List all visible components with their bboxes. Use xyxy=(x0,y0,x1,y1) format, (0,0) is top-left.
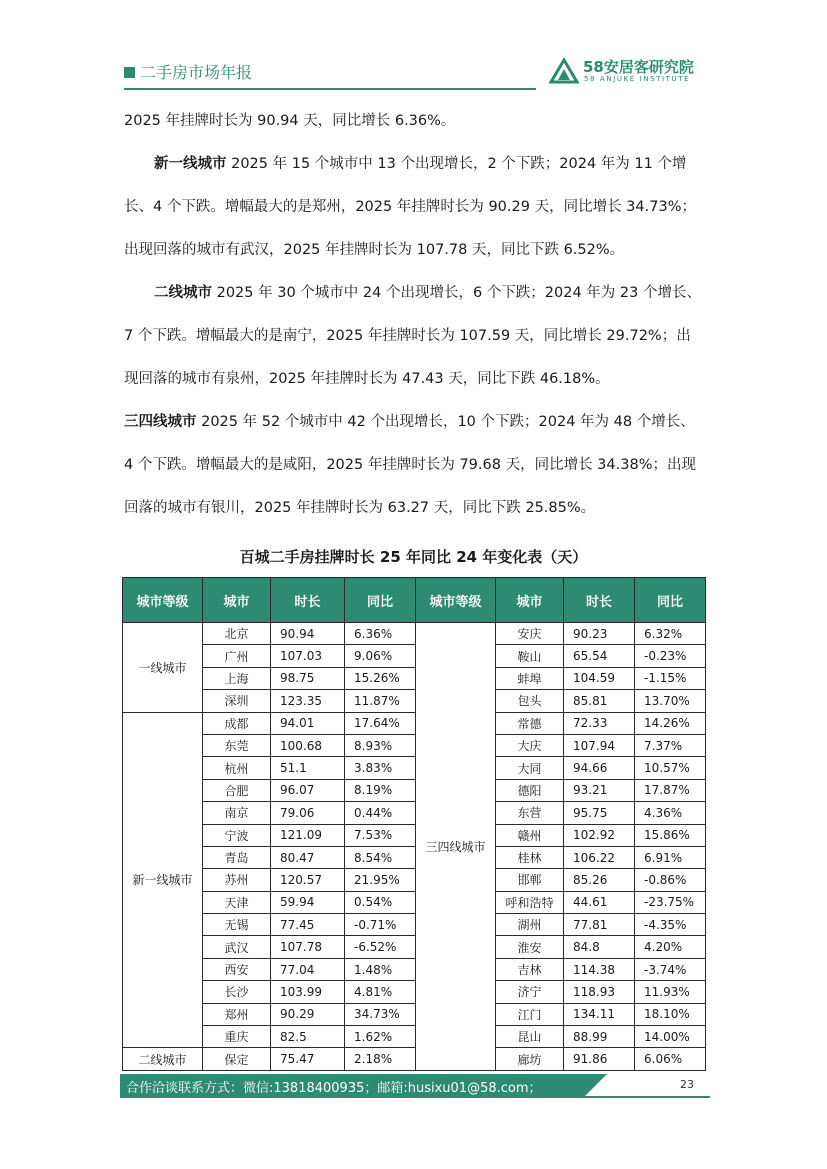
header-cell: 时长 xyxy=(271,578,345,623)
yoy-cell: 17.64% xyxy=(345,712,416,734)
listing-duration-table xyxy=(122,577,706,1071)
yoy-cell: -0.71% xyxy=(345,914,416,936)
city-cell: 南京 xyxy=(203,802,271,824)
header-cell: 同比 xyxy=(345,578,416,623)
yoy-cell: 13.70% xyxy=(635,690,706,712)
footer-rule xyxy=(120,1096,710,1098)
duration-cell: 79.06 xyxy=(271,802,345,824)
yoy-cell: 17.87% xyxy=(635,779,706,801)
duration-cell: 95.75 xyxy=(564,802,635,824)
duration-cell: 80.47 xyxy=(271,846,345,868)
paragraph-third-fourth-tier xyxy=(124,401,706,530)
yoy-cell: 4.36% xyxy=(635,802,706,824)
duration-cell: 72.33 xyxy=(564,712,635,734)
header-cell: 城市等级 xyxy=(416,578,496,623)
text-line xyxy=(124,143,706,186)
yoy-cell: -6.52% xyxy=(345,936,416,958)
table-row xyxy=(123,1003,706,1025)
yoy-cell: 6.36% xyxy=(345,623,416,645)
duration-cell: 94.66 xyxy=(564,757,635,779)
yoy-cell: 9.06% xyxy=(345,645,416,667)
duration-cell: 94.01 xyxy=(271,712,345,734)
city-cell: 江门 xyxy=(496,1003,564,1025)
duration-cell: 82.5 xyxy=(271,1026,345,1048)
city-cell: 常德 xyxy=(496,712,564,734)
duration-cell: 77.04 xyxy=(271,958,345,980)
text-line xyxy=(124,272,706,315)
city-cell: 鞍山 xyxy=(496,645,564,667)
city-cell: 东营 xyxy=(496,802,564,824)
city-cell: 重庆 xyxy=(203,1026,271,1048)
city-cell: 天津 xyxy=(203,891,271,913)
paragraph-first-tier-summary xyxy=(124,100,706,143)
yoy-cell: 14.00% xyxy=(635,1026,706,1048)
duration-cell: 121.09 xyxy=(271,824,345,846)
duration-cell: 120.57 xyxy=(271,869,345,891)
city-cell: 郑州 xyxy=(203,1003,271,1025)
yoy-cell: 0.44% xyxy=(345,802,416,824)
yoy-cell: -0.86% xyxy=(635,869,706,891)
duration-cell: 107.03 xyxy=(271,645,345,667)
table-row xyxy=(123,958,706,980)
city-cell: 昆山 xyxy=(496,1026,564,1048)
table-row xyxy=(123,623,706,645)
tier-cell: 新一线城市 xyxy=(123,712,203,1048)
table-row xyxy=(123,757,706,779)
city-cell: 呼和浩特 xyxy=(496,891,564,913)
table-row xyxy=(123,690,706,712)
city-cell: 武汉 xyxy=(203,936,271,958)
duration-cell: 102.92 xyxy=(564,824,635,846)
city-cell: 广州 xyxy=(203,645,271,667)
yoy-cell: -23.75% xyxy=(635,891,706,913)
footer-band-tip xyxy=(585,1074,607,1096)
text-line xyxy=(124,401,706,444)
duration-cell: 90.23 xyxy=(564,623,635,645)
duration-cell: 104.59 xyxy=(564,667,635,689)
city-cell: 宁波 xyxy=(203,824,271,846)
duration-cell: 98.75 xyxy=(271,667,345,689)
yoy-cell: 2.18% xyxy=(345,1048,416,1070)
yoy-cell: -0.23% xyxy=(635,645,706,667)
city-cell: 邯郸 xyxy=(496,869,564,891)
city-cell: 济宁 xyxy=(496,981,564,1003)
paragraph-heading: 三四线城市 xyxy=(124,414,197,430)
yoy-cell: 11.93% xyxy=(635,981,706,1003)
table-row xyxy=(123,981,706,1003)
header-square-marker xyxy=(124,67,135,78)
duration-cell: 84.8 xyxy=(564,936,635,958)
header-title: 二手房市场年报 xyxy=(140,63,253,82)
duration-cell: 51.1 xyxy=(271,757,345,779)
yoy-cell: 1.48% xyxy=(345,958,416,980)
yoy-cell: 18.10% xyxy=(635,1003,706,1025)
city-cell: 长沙 xyxy=(203,981,271,1003)
city-cell: 北京 xyxy=(203,623,271,645)
city-cell: 保定 xyxy=(203,1048,271,1070)
duration-cell: 85.26 xyxy=(564,869,635,891)
table-body xyxy=(123,623,706,1071)
table-row xyxy=(123,667,706,689)
yoy-cell: 1.62% xyxy=(345,1026,416,1048)
city-cell: 成都 xyxy=(203,712,271,734)
duration-cell: 107.94 xyxy=(564,734,635,756)
duration-cell: 77.81 xyxy=(564,914,635,936)
paragraph-second-tier xyxy=(124,272,706,401)
yoy-cell: 7.37% xyxy=(635,734,706,756)
city-cell: 青岛 xyxy=(203,846,271,868)
duration-cell: 106.22 xyxy=(564,846,635,868)
yoy-cell: 4.20% xyxy=(635,936,706,958)
yoy-cell: -1.15% xyxy=(635,667,706,689)
duration-cell: 107.78 xyxy=(271,936,345,958)
duration-cell: 44.61 xyxy=(564,891,635,913)
duration-cell: 90.29 xyxy=(271,1003,345,1025)
duration-cell: 91.86 xyxy=(564,1048,635,1070)
table-row xyxy=(123,824,706,846)
text-line: 现回落的城市有泉州，2025 年挂牌时长为 47.43 天，同比下跌 46.18%。 xyxy=(124,371,610,387)
city-cell: 杭州 xyxy=(203,757,271,779)
duration-cell: 88.99 xyxy=(564,1026,635,1048)
header-cell: 城市 xyxy=(496,578,564,623)
duration-cell: 100.68 xyxy=(271,734,345,756)
paragraph-new-first-tier xyxy=(124,143,706,272)
yoy-cell: 6.32% xyxy=(635,623,706,645)
page-number: 23 xyxy=(680,1078,694,1091)
table-row xyxy=(123,914,706,936)
table-row xyxy=(123,1048,706,1070)
yoy-cell: 8.19% xyxy=(345,779,416,801)
header-cell: 同比 xyxy=(635,578,706,623)
logo-house-icon xyxy=(549,58,579,84)
text-span: 2025 年 15 个城市中 13 个出现增长，2 个下跌；2024 年为 11 个增 xyxy=(226,156,687,172)
yoy-cell: 7.53% xyxy=(345,824,416,846)
duration-cell: 59.94 xyxy=(271,891,345,913)
city-cell: 安庆 xyxy=(496,623,564,645)
city-cell: 合肥 xyxy=(203,779,271,801)
city-cell: 苏州 xyxy=(203,869,271,891)
table-row xyxy=(123,869,706,891)
logo-sub-text: 58 ANJUKE INSTITUTE xyxy=(584,75,691,83)
yoy-cell: 10.57% xyxy=(635,757,706,779)
city-cell: 上海 xyxy=(203,667,271,689)
duration-cell: 93.21 xyxy=(564,779,635,801)
yoy-cell: 6.06% xyxy=(635,1048,706,1070)
yoy-cell: 6.91% xyxy=(635,846,706,868)
yoy-cell: -4.35% xyxy=(635,914,706,936)
city-cell: 大庆 xyxy=(496,734,564,756)
yoy-cell: 15.26% xyxy=(345,667,416,689)
yoy-cell: 21.95% xyxy=(345,869,416,891)
text-line: 7 个下跌。增幅最大的是南宁，2025 年挂牌时长为 107.59 天，同比增长 29.72%；出 xyxy=(124,328,691,344)
text-span: 2025 年 30 个城市中 24 个出现增长，6 个下跌；2024 年为 23 个增长、 xyxy=(212,285,701,301)
logo-main-text: 58安居客研究院 xyxy=(583,58,694,76)
header-rule xyxy=(124,88,536,90)
duration-cell: 103.99 xyxy=(271,981,345,1003)
yoy-cell: 8.54% xyxy=(345,846,416,868)
city-cell: 赣州 xyxy=(496,824,564,846)
duration-cell: 114.38 xyxy=(564,958,635,980)
yoy-cell: 4.81% xyxy=(345,981,416,1003)
city-cell: 淮安 xyxy=(496,936,564,958)
duration-cell: 65.54 xyxy=(564,645,635,667)
logo xyxy=(549,54,709,94)
yoy-cell: 34.73% xyxy=(345,1003,416,1025)
text-span: 2025 年 52 个城市中 42 个出现增长，10 个下跌；2024 年为 48 个增长、 xyxy=(196,414,695,430)
header-cell: 城市等级 xyxy=(123,578,203,623)
yoy-cell: 15.86% xyxy=(635,824,706,846)
yoy-cell: 11.87% xyxy=(345,690,416,712)
city-cell: 无锡 xyxy=(203,914,271,936)
footer-contact: 合作洽谈联系方式：微信:13818400935；邮箱:husixu01@58.com； xyxy=(126,1081,542,1096)
duration-cell: 75.47 xyxy=(271,1048,345,1070)
city-cell: 深圳 xyxy=(203,690,271,712)
tier-cell: 一线城市 xyxy=(123,623,203,713)
yoy-cell: 3.83% xyxy=(345,757,416,779)
header-cell: 时长 xyxy=(564,578,635,623)
city-cell: 包头 xyxy=(496,690,564,712)
yoy-cell: 8.93% xyxy=(345,734,416,756)
city-cell: 廊坊 xyxy=(496,1048,564,1070)
duration-cell: 134.11 xyxy=(564,1003,635,1025)
table-row xyxy=(123,891,706,913)
header-cell: 城市 xyxy=(203,578,271,623)
page-footer xyxy=(120,1074,710,1102)
duration-cell: 96.07 xyxy=(271,779,345,801)
table-row xyxy=(123,802,706,824)
paragraph-heading: 新一线城市 xyxy=(154,156,227,172)
city-cell: 吉林 xyxy=(496,958,564,980)
table-title: 百城二手房挂牌时长 25 年同比 24 年变化表（天） xyxy=(239,548,588,566)
city-cell: 大同 xyxy=(496,757,564,779)
page-header xyxy=(124,58,704,94)
table-row xyxy=(123,734,706,756)
text-line: 出现回落的城市有武汉，2025 年挂牌时长为 107.78 天，同比下跌 6.52%。 xyxy=(124,242,625,258)
table-row xyxy=(123,846,706,868)
text-line: 4 个下跌。增幅最大的是咸阳，2025 年挂牌时长为 79.68 天，同比增长 34.38%；出现 xyxy=(124,457,696,473)
city-cell: 西安 xyxy=(203,958,271,980)
tier-cell: 二线城市 xyxy=(123,1048,203,1070)
text-line: 长、4 个下跌。增幅最大的是郑州，2025 年挂牌时长为 90.29 天，同比增长 34.73%； xyxy=(124,199,696,215)
table-row xyxy=(123,712,706,734)
yoy-cell: 14.26% xyxy=(635,712,706,734)
city-cell: 德阳 xyxy=(496,779,564,801)
yoy-cell: -3.74% xyxy=(635,958,706,980)
table-row xyxy=(123,936,706,958)
text-line: 2025 年挂牌时长为 90.94 天，同比增长 6.36%。 xyxy=(124,113,456,129)
duration-cell: 90.94 xyxy=(271,623,345,645)
table-row xyxy=(123,779,706,801)
duration-cell: 118.93 xyxy=(564,981,635,1003)
city-cell: 东莞 xyxy=(203,734,271,756)
yoy-cell: 0.54% xyxy=(345,891,416,913)
duration-cell: 123.35 xyxy=(271,690,345,712)
text-line: 回落的城市有银川，2025 年挂牌时长为 63.27 天，同比下跌 25.85%。 xyxy=(124,500,596,516)
tier-cell: 三四线城市 xyxy=(416,623,496,1071)
paragraph-heading: 二线城市 xyxy=(154,285,212,301)
city-cell: 湖州 xyxy=(496,914,564,936)
city-cell: 桂林 xyxy=(496,846,564,868)
city-cell: 蚌埠 xyxy=(496,667,564,689)
duration-cell: 77.45 xyxy=(271,914,345,936)
table-header-row xyxy=(123,578,706,623)
table-row xyxy=(123,645,706,667)
duration-cell: 85.81 xyxy=(564,690,635,712)
table-row xyxy=(123,1026,706,1048)
